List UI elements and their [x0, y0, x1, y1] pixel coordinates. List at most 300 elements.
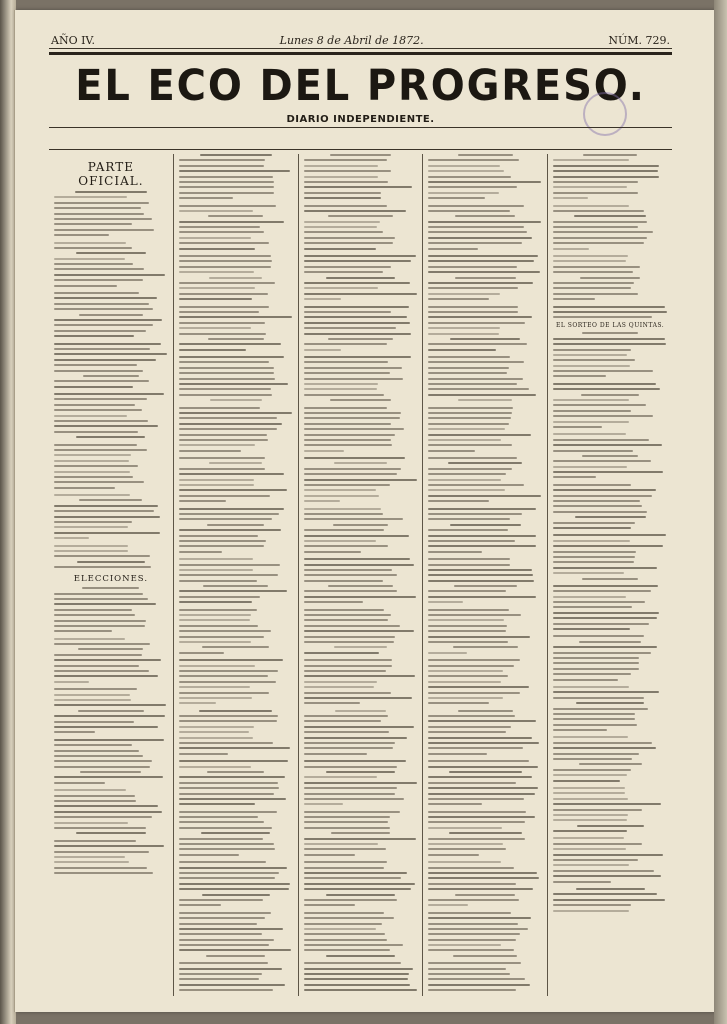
text-line [179, 625, 258, 627]
text-line [179, 412, 292, 414]
text-line [553, 476, 596, 478]
text-line [179, 231, 264, 233]
masthead-subtitle: DIARIO INDEPENDIENTE. [286, 114, 435, 125]
text-line [54, 348, 150, 350]
text-line [553, 495, 652, 497]
text-line [304, 356, 412, 358]
text-line [428, 760, 528, 762]
text-line [428, 242, 522, 244]
text-line [553, 848, 626, 850]
text-line [428, 248, 477, 250]
text-line [304, 731, 389, 733]
text-line [553, 383, 656, 385]
text-line [54, 609, 132, 611]
text-line [428, 394, 535, 396]
text-line [179, 361, 270, 363]
text-line [304, 793, 396, 795]
text-line [428, 872, 537, 874]
text-line [179, 170, 290, 172]
text-line [304, 271, 384, 273]
text-line [179, 944, 269, 946]
issue-date: Lunes 8 de Abril de 1872. [279, 34, 424, 47]
text-line [304, 641, 394, 643]
text-line [428, 630, 505, 632]
text-line [553, 500, 640, 502]
text-line [553, 769, 631, 771]
text-line [304, 489, 377, 491]
text-line [179, 692, 270, 694]
text-line [428, 883, 515, 885]
text-line [179, 322, 266, 324]
text-line [428, 692, 519, 694]
text-line [328, 215, 394, 217]
text-line [304, 383, 378, 385]
text-line [553, 421, 628, 423]
text-line [428, 473, 506, 475]
text-line [304, 564, 414, 566]
text-line [304, 210, 407, 212]
text-line [582, 332, 637, 334]
text-line [428, 641, 507, 643]
text-line [179, 181, 274, 183]
text-line [54, 393, 164, 395]
text-line [304, 306, 409, 308]
text-line [428, 176, 510, 178]
text-line [179, 697, 252, 699]
text-line [553, 623, 649, 625]
text-line [54, 760, 152, 762]
text-line [326, 277, 396, 279]
text-line [179, 316, 292, 318]
text-line [553, 255, 628, 257]
text-line [179, 489, 288, 491]
text-line [54, 516, 160, 518]
text-line [179, 333, 267, 335]
text-line [179, 558, 253, 560]
text-line [428, 417, 511, 419]
text-line [304, 255, 417, 257]
text-line [428, 388, 529, 390]
text-line [82, 587, 139, 589]
column-2-text [179, 154, 293, 991]
text-line [54, 353, 167, 355]
text-line [54, 603, 156, 605]
text-line [428, 266, 517, 268]
text-line [553, 585, 658, 587]
text-line [54, 476, 133, 478]
text-line [179, 569, 253, 571]
text-line [76, 436, 145, 438]
text-line [206, 955, 265, 957]
text-line [428, 636, 529, 638]
text-line [54, 218, 152, 220]
text-line [428, 327, 500, 329]
text-line [428, 619, 504, 621]
column-5 [548, 154, 672, 996]
text-line [553, 780, 619, 782]
text-line [553, 837, 624, 839]
text-line [304, 457, 405, 459]
text-line [553, 798, 628, 800]
text-line [304, 176, 379, 178]
text-line [428, 686, 529, 688]
text-line [304, 569, 392, 571]
text-line [428, 912, 511, 914]
text-line [428, 434, 531, 436]
text-line [76, 252, 146, 254]
text-line [428, 782, 516, 784]
text-line [54, 398, 147, 400]
text-line [428, 917, 531, 919]
text-line [179, 439, 268, 441]
text-line [179, 854, 239, 856]
text-line [428, 407, 512, 409]
text-line [304, 293, 417, 295]
text-line [179, 367, 274, 369]
text-line [54, 840, 136, 842]
text-line [179, 473, 284, 475]
text-line [54, 285, 117, 287]
text-line [583, 154, 638, 156]
text-line [304, 500, 340, 502]
text-line [304, 877, 401, 879]
text-line [428, 659, 520, 661]
text-line [179, 388, 271, 390]
text-line [581, 394, 639, 396]
text-line [179, 260, 272, 262]
text-line [304, 423, 391, 425]
text-line [553, 875, 660, 877]
text-line [553, 248, 589, 250]
text-line [428, 372, 507, 374]
text-line [428, 306, 518, 308]
text-line [208, 215, 264, 217]
text-line [458, 154, 513, 156]
text-line [179, 298, 252, 300]
text-line [428, 609, 509, 611]
text-line [553, 708, 648, 710]
text-line [54, 431, 138, 433]
text-line [304, 686, 375, 688]
heading-parte-oficial: PARTE OFICIAL. [78, 160, 144, 188]
text-line [326, 771, 394, 773]
masthead-title: EL ECO DEL PROGRESO. [75, 61, 646, 111]
text-line [75, 191, 147, 193]
text-line [553, 165, 659, 167]
text-line [54, 444, 137, 446]
text-line [553, 354, 627, 356]
text-line [428, 984, 530, 986]
text-line [179, 457, 265, 459]
text-line [179, 327, 251, 329]
text-line [179, 702, 216, 704]
text-line [428, 260, 534, 262]
text-line [54, 471, 130, 473]
text-line [553, 899, 665, 901]
text-line [207, 771, 264, 773]
text-line [304, 540, 376, 542]
text-line [428, 793, 535, 795]
text-line [428, 412, 512, 414]
text-line [179, 378, 275, 380]
text-line [54, 297, 157, 299]
text-line [54, 404, 135, 406]
text-line [553, 843, 642, 845]
text-line [553, 774, 627, 776]
text-line [179, 641, 251, 643]
column-5-text-a [553, 154, 667, 318]
text-line [304, 933, 385, 935]
text-line [54, 704, 166, 706]
text-line [179, 793, 274, 795]
text-line [54, 481, 144, 483]
text-line [54, 279, 143, 281]
text-line [428, 197, 485, 199]
text-line [428, 899, 519, 901]
text-line [79, 499, 142, 501]
text-line [304, 159, 387, 161]
text-line [179, 529, 281, 531]
text-line [428, 343, 526, 345]
text-line [428, 838, 524, 840]
text-line [428, 569, 531, 571]
text-line [54, 861, 129, 863]
text-line [553, 596, 626, 598]
text-line [428, 787, 537, 789]
text-line [428, 681, 500, 683]
text-line [553, 527, 631, 529]
text-line [553, 237, 647, 239]
text-line [54, 643, 150, 645]
text-line [54, 715, 165, 717]
text-line [304, 192, 381, 194]
text-line [553, 197, 588, 199]
text-line [304, 484, 390, 486]
text-line [304, 753, 368, 755]
text-line [553, 205, 629, 207]
info-rule-top [49, 127, 672, 128]
text-line [428, 237, 531, 239]
text-line [553, 792, 624, 794]
text-columns [49, 154, 672, 996]
text-line [304, 968, 413, 970]
text-line [304, 601, 363, 603]
text-line [428, 933, 520, 935]
text-line [428, 192, 499, 194]
column-3 [299, 154, 424, 996]
text-line [304, 726, 414, 728]
text-line [179, 923, 258, 925]
column-3-text [304, 154, 418, 991]
text-line [304, 989, 418, 991]
text-line [179, 838, 264, 840]
text-line [428, 715, 515, 717]
text-line [428, 652, 467, 654]
text-line [304, 636, 395, 638]
text-line [54, 545, 128, 547]
text-line [553, 753, 639, 755]
text-line [304, 944, 404, 946]
text-line [304, 854, 355, 856]
text-line [553, 271, 633, 273]
text-line [553, 567, 656, 569]
text-line [428, 675, 507, 677]
text-line [576, 702, 644, 704]
text-line [304, 221, 380, 223]
text-line [179, 176, 273, 178]
text-line [304, 978, 408, 980]
text-line [179, 428, 277, 430]
text-line [428, 186, 517, 188]
text-line [304, 468, 401, 470]
text-line [179, 904, 221, 906]
text-line [304, 205, 387, 207]
text-line [179, 564, 280, 566]
text-line [179, 383, 289, 385]
issue-number: NÚM. 729. [608, 34, 670, 47]
text-line [553, 540, 630, 542]
text-line [428, 904, 468, 906]
text-line [179, 500, 226, 502]
text-line [326, 894, 396, 896]
text-line [428, 271, 540, 273]
text-line [304, 231, 384, 233]
text-line [553, 242, 644, 244]
text-line [553, 186, 627, 188]
text-line [304, 596, 417, 598]
text-line [304, 372, 390, 374]
text-line [54, 319, 162, 321]
text-line [553, 893, 657, 895]
text-line [54, 487, 115, 489]
text-line [553, 282, 633, 284]
text-line [54, 755, 143, 757]
text-line [574, 215, 646, 217]
text-line [428, 551, 482, 553]
text-line [304, 798, 404, 800]
text-line [428, 298, 489, 300]
text-line [428, 356, 510, 358]
text-line [54, 845, 164, 847]
text-line [54, 343, 161, 345]
text-line [179, 614, 251, 616]
text-line [304, 181, 388, 183]
text-line [428, 747, 522, 749]
text-line [428, 939, 515, 941]
text-line [304, 776, 378, 778]
text-line [179, 293, 268, 295]
column-4 [423, 154, 548, 996]
text-line [553, 298, 595, 300]
text-line [553, 439, 649, 441]
text-line [328, 338, 393, 340]
text-line [304, 928, 377, 930]
text-line [54, 827, 146, 829]
text-line [179, 349, 246, 351]
text-line [179, 590, 288, 592]
text-line [553, 904, 631, 906]
text-line [553, 736, 628, 738]
text-line [428, 165, 500, 167]
text-line [304, 962, 402, 964]
text-line [54, 380, 149, 382]
text-line [553, 159, 628, 161]
text-line [179, 271, 254, 273]
text-line [304, 665, 392, 667]
text-line [579, 763, 642, 765]
text-line [304, 861, 388, 863]
text-line [83, 375, 139, 377]
text-line [179, 872, 279, 874]
text-line [553, 466, 627, 468]
text-line [428, 731, 505, 733]
text-line [304, 883, 416, 885]
text-line [330, 399, 391, 401]
column-5-text-b [553, 332, 667, 911]
text-line [553, 343, 666, 345]
text-line [553, 349, 631, 351]
text-line [179, 989, 273, 991]
text-line [179, 787, 279, 789]
text-line [304, 715, 389, 717]
text-line [304, 551, 361, 553]
text-line [428, 665, 513, 667]
text-line [428, 181, 541, 183]
text-line [304, 248, 376, 250]
text-line [54, 822, 128, 824]
text-line [54, 537, 89, 539]
text-line [54, 670, 149, 672]
text-line [458, 710, 513, 712]
text-line [428, 293, 500, 295]
text-line [334, 646, 387, 648]
text-line [304, 803, 344, 805]
text-line [553, 742, 652, 744]
text-line [553, 311, 666, 313]
text-line [304, 580, 384, 582]
text-line [304, 186, 413, 188]
text-line [428, 737, 532, 739]
text-line [179, 266, 271, 268]
text-line [455, 215, 515, 217]
text-line [179, 753, 229, 755]
text-line [179, 888, 289, 890]
text-line [54, 805, 158, 807]
text-line [54, 638, 125, 640]
text-line [304, 450, 345, 452]
text-line [458, 399, 512, 401]
column-2 [174, 154, 299, 996]
text-line [428, 500, 488, 502]
text-line [179, 670, 278, 672]
info-rule-bottom [49, 149, 672, 150]
text-line [179, 962, 269, 964]
text-line [428, 322, 524, 324]
text-line [428, 367, 508, 369]
text-line [304, 899, 397, 901]
text-line [179, 508, 284, 510]
text-line [553, 881, 611, 883]
text-line [179, 760, 288, 762]
text-line [553, 370, 652, 372]
text-line [553, 176, 659, 178]
text-line [428, 333, 499, 335]
text-line [54, 268, 144, 270]
text-line [304, 428, 404, 430]
text-line [54, 811, 162, 813]
text-line [304, 439, 392, 441]
text-line [428, 968, 505, 970]
